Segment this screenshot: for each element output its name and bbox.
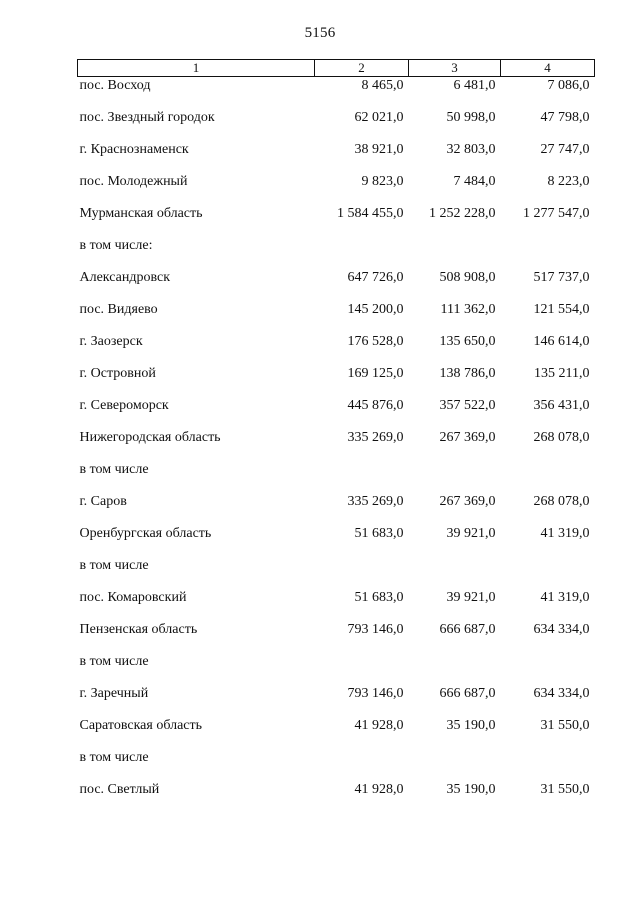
table-row: [78, 269, 595, 301]
row-value-col3: 35 190,0: [446, 782, 496, 797]
row-name-cell: Мурманская область: [79, 206, 203, 221]
header-row: [78, 60, 595, 77]
row-value-col3: 1 252 228,0: [429, 206, 496, 221]
row-value-col2: 647 726,0: [347, 270, 404, 285]
row-name-cell: г. Заозерск: [79, 334, 143, 349]
row-value-col3: 32 803,0: [446, 142, 496, 157]
row-name-cell: в том числе: [79, 462, 149, 477]
row-name-cell: пос. Восход: [79, 78, 151, 93]
row-value-col3: 357 522,0: [439, 398, 496, 413]
row-value-col3: 50 998,0: [446, 110, 496, 125]
row-name-cell: пос. Видяево: [79, 302, 158, 317]
row-value-col2: [315, 653, 409, 685]
table-row: [78, 141, 595, 173]
row-name-cell: в том числе: [79, 558, 149, 573]
row-value-col3: 39 921,0: [446, 526, 496, 541]
row-value-col4: 356 431,0: [533, 398, 590, 413]
row-value-col4: [501, 653, 595, 685]
row-name-cell: г. Заречный: [79, 686, 149, 701]
table-row: [78, 301, 595, 333]
row-value-col3: 267 369,0: [439, 430, 496, 445]
table-row: [78, 493, 595, 525]
row-value-col2: 8 465,0: [361, 78, 404, 93]
row-value-col3: 135 650,0: [439, 334, 496, 349]
table-row: [78, 525, 595, 557]
row-value-col4: 8 223,0: [547, 174, 590, 189]
row-value-col4: [501, 461, 595, 493]
row-value-col4: [501, 237, 595, 269]
row-value-col3: 39 921,0: [446, 590, 496, 605]
table-row: [78, 749, 595, 781]
row-value-col3: [409, 461, 501, 493]
row-value-col3: [409, 749, 501, 781]
row-name-cell: г. Североморск: [79, 398, 169, 413]
table-row: [78, 429, 595, 461]
row-value-col4: 268 078,0: [533, 494, 590, 509]
row-value-col2: 62 021,0: [354, 110, 404, 125]
row-value-col4: 31 550,0: [540, 718, 590, 733]
row-name-cell: пос. Молодежный: [79, 174, 188, 189]
row-value-col4: 146 614,0: [533, 334, 590, 349]
row-value-col2: 9 823,0: [361, 174, 404, 189]
row-name-cell: Александровск: [79, 270, 171, 285]
row-value-col2: [315, 557, 409, 589]
row-value-col4: 41 319,0: [540, 590, 590, 605]
row-value-col2: 1 584 455,0: [337, 206, 404, 221]
row-value-col3: 6 481,0: [453, 78, 496, 93]
table-row: [78, 237, 595, 269]
row-name-cell: пос. Светлый: [79, 782, 160, 797]
row-name-cell: г. Островной: [79, 366, 156, 381]
row-value-col3: 508 908,0: [439, 270, 496, 285]
row-value-col3: 138 786,0: [439, 366, 496, 381]
row-value-col3: [409, 653, 501, 685]
table-row: [78, 557, 595, 589]
row-value-col3: 666 687,0: [439, 622, 496, 637]
row-name-cell: Пензенская область: [79, 622, 198, 637]
row-value-col2: [315, 237, 409, 269]
row-name-cell: пос. Звездный городок: [79, 110, 215, 125]
row-name-cell: в том числе:: [79, 238, 153, 253]
row-value-col2: 51 683,0: [354, 526, 404, 541]
row-value-col3: 267 369,0: [439, 494, 496, 509]
row-value-col3: 35 190,0: [446, 718, 496, 733]
table-row: [78, 621, 595, 653]
table-header: [78, 60, 595, 77]
budget-table: [77, 59, 595, 813]
row-name-cell: Нижегородская область: [79, 430, 221, 445]
row-value-col2: 51 683,0: [354, 590, 404, 605]
row-value-col2: 41 928,0: [354, 718, 404, 733]
table-row: [78, 589, 595, 621]
row-name-cell: пос. Комаровский: [79, 590, 187, 605]
row-value-col2: [315, 749, 409, 781]
table-row: [78, 397, 595, 429]
row-value-col3: [409, 237, 501, 269]
column-header-3: 3: [409, 60, 501, 77]
table-row: [78, 109, 595, 141]
row-name-cell: в том числе: [79, 654, 149, 669]
row-value-col2: 793 146,0: [347, 622, 404, 637]
row-value-col3: 111 362,0: [440, 302, 496, 317]
row-value-col2: [315, 461, 409, 493]
row-value-col4: 47 798,0: [540, 110, 590, 125]
table-row: [78, 77, 595, 110]
row-value-col2: 38 921,0: [354, 142, 404, 157]
column-header-4: 4: [501, 60, 595, 77]
row-value-col4: 517 737,0: [533, 270, 590, 285]
table-row: [78, 173, 595, 205]
row-value-col2: 793 146,0: [347, 686, 404, 701]
row-value-col4: [501, 557, 595, 589]
row-value-col4: 634 334,0: [533, 686, 590, 701]
row-name-cell: Оренбургская область: [79, 526, 212, 541]
row-value-col2: 445 876,0: [347, 398, 404, 413]
row-name-cell: г. Краснознаменск: [79, 142, 189, 157]
row-value-col4: [501, 749, 595, 781]
row-value-col4: 121 554,0: [533, 302, 590, 317]
table-row: [78, 781, 595, 813]
row-value-col4: 268 078,0: [533, 430, 590, 445]
table-row: [78, 333, 595, 365]
row-name-cell: г. Саров: [79, 494, 127, 509]
row-name-cell: в том числе: [79, 750, 149, 765]
page-number: 5156: [304, 25, 336, 41]
table-row: [78, 717, 595, 749]
row-value-col3: 666 687,0: [439, 686, 496, 701]
row-value-col2: 41 928,0: [354, 782, 404, 797]
row-value-col2: 169 125,0: [347, 366, 404, 381]
row-value-col4: 27 747,0: [540, 142, 590, 157]
row-value-col4: 31 550,0: [540, 782, 590, 797]
column-header-2: 2: [315, 60, 409, 77]
table-row: [78, 653, 595, 685]
row-value-col4: 1 277 547,0: [523, 206, 590, 221]
table-row: [78, 365, 595, 397]
table-row: [78, 205, 595, 237]
table-row: [78, 461, 595, 493]
column-header-1: 1: [78, 60, 315, 77]
row-value-col4: 135 211,0: [534, 366, 590, 381]
row-value-col3: 7 484,0: [453, 174, 496, 189]
row-value-col2: 145 200,0: [347, 302, 404, 317]
row-value-col2: 176 528,0: [347, 334, 404, 349]
row-value-col4: 7 086,0: [547, 78, 590, 93]
row-value-col4: 634 334,0: [533, 622, 590, 637]
row-value-col3: [409, 557, 501, 589]
row-value-col2: 335 269,0: [347, 430, 404, 445]
row-value-col4: 41 319,0: [540, 526, 590, 541]
table-row: [78, 685, 595, 717]
row-name-cell: Саратовская область: [79, 718, 203, 733]
table-body: [78, 77, 595, 814]
row-value-col2: 335 269,0: [347, 494, 404, 509]
